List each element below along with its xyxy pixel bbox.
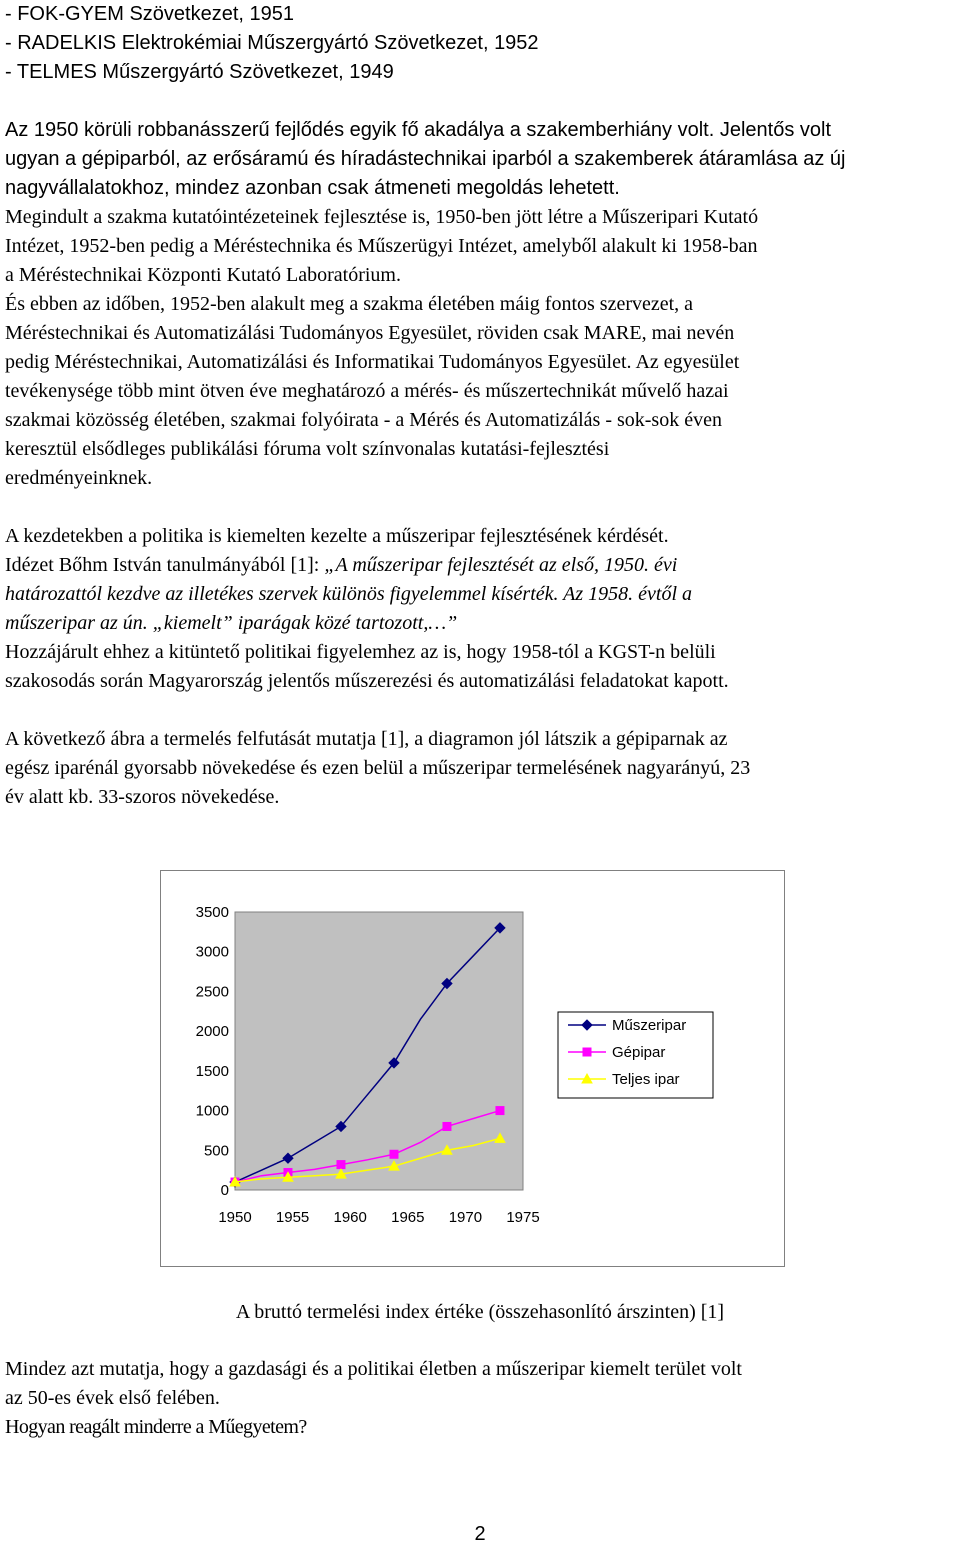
closing-question: Hogyan reagált minderre a Műegyetem? bbox=[5, 1416, 307, 1438]
paragraph-line: eredményeinknek. bbox=[5, 467, 153, 489]
data-point bbox=[496, 1107, 504, 1115]
paragraph-line: Intézet, 1952-ben pedig a Méréstechnika és Műszerügyi Intézet, amelyből alakult ki 1958-ban bbox=[5, 235, 758, 257]
paragraph-politics bbox=[5, 522, 950, 696]
list-block bbox=[5, 0, 950, 87]
production-index-chart bbox=[160, 870, 785, 1267]
paragraph-figure-intro bbox=[5, 725, 950, 812]
figure-caption: A bruttó termelési index értéke (összehasonlító árszinten) [1] bbox=[235, 1301, 725, 1323]
paragraph-line: a Méréstechnikai Központi Kutató Laboratórium. bbox=[5, 264, 401, 286]
paragraph-line: egész iparénál gyorsabb növekedése és ezen belül a műszeripar termelésének nagyarányú, 23 bbox=[5, 757, 751, 779]
page-number: 2 bbox=[474, 1523, 486, 1545]
y-tick-label: 3000 bbox=[195, 943, 229, 961]
y-tick-label: 2000 bbox=[195, 1023, 229, 1041]
document-body bbox=[5, 0, 950, 812]
legend-label: Teljes ipar bbox=[612, 1071, 680, 1088]
paragraph-line: pedig Méréstechnikai, Automatizálási és Informatikai Tudományos Egyesület. Az egyesület bbox=[5, 351, 740, 373]
x-tick-label: 1970 bbox=[448, 1209, 483, 1226]
list-item: - TELMES Műszergyártó Szövetkezet, 1949 bbox=[5, 61, 394, 83]
y-tick-label: 2500 bbox=[195, 983, 229, 1001]
paragraph-line: Mindez azt mutatja, hogy a gazdasági és a politikai életben a műszeripar kiemelt terület volt bbox=[5, 1358, 742, 1380]
paragraph-line: szakmai közösség életében, szakmai folyóirata - a Mérés és Automatizálás - sok-sok éven bbox=[5, 409, 722, 431]
quote-text: határozattól kezdve az illetékes szervek különös figyelemmel kísérték. Az 1958. évtől a bbox=[5, 583, 693, 605]
paragraph-line: ugyan a gépiparból, az erősáramú és híradástechnikai iparból a szakemberek átáramlása az új bbox=[5, 148, 846, 170]
data-point bbox=[390, 1150, 398, 1158]
paragraph-line: év alatt kb. 33-szoros növekedése. bbox=[5, 786, 280, 808]
x-tick-label: 1960 bbox=[333, 1209, 367, 1226]
paragraph-line: És ebben az időben, 1952-ben alakult meg a szakma életében máig fontos szervezet, a bbox=[5, 293, 694, 315]
paragraph-line: Méréstechnikai és Automatizálási Tudományos Egyesület, röviden csak MARE, mai nevén bbox=[5, 322, 735, 344]
paragraph-line: szakosodás során Magyarország jelentős műszerezési és automatizálási feladatokat kapott. bbox=[5, 670, 729, 692]
paragraph-mare bbox=[5, 290, 950, 493]
legend-label: Műszeripar bbox=[612, 1017, 687, 1034]
paragraph-line: Megindult a szakma kutatóintézeteinek fejlesztése is, 1950-ben jött létre a Műszeripari Kutató bbox=[5, 206, 759, 228]
y-tick-label: 1000 bbox=[195, 1102, 229, 1120]
x-tick-label: 1965 bbox=[391, 1209, 425, 1226]
list-item: - FOK-GYEM Szövetkezet, 1951 bbox=[5, 3, 294, 25]
paragraph-line: Hozzájárult ehhez a kitüntető politikai figyelemhez az is, hogy 1958-tól a KGST-n belüli bbox=[5, 641, 716, 663]
quote-text: műszeripar az ún. „kiemelt” iparágak közé tartozott,…” bbox=[5, 612, 458, 634]
paragraph-institutes bbox=[5, 203, 950, 290]
x-tick-label: 1975 bbox=[506, 1209, 540, 1226]
paragraph-line: tevékenysége több mint ötven éve meghatározó a mérés- és műszertechnikát művelő hazai bbox=[5, 380, 729, 402]
y-tick-label: 3500 bbox=[195, 904, 229, 921]
chart-svg bbox=[160, 870, 785, 1267]
paragraph-line: az 50-es évek első felében. bbox=[5, 1387, 220, 1409]
data-point bbox=[443, 1122, 451, 1130]
closing-paragraph bbox=[5, 1355, 950, 1442]
quote-text: „A műszeripar fejlesztését az első, 1950. évi bbox=[324, 554, 678, 576]
paragraph-line: A kezdetekben a politika is kiemelten kezelte a műszeripar fejlesztésének kérdését. bbox=[5, 525, 669, 547]
legend bbox=[558, 1012, 713, 1098]
plot-area bbox=[235, 912, 523, 1190]
quote-intro: Idézet Bőhm István tanulmányából [1]: bbox=[5, 554, 325, 576]
data-point bbox=[583, 1048, 591, 1056]
paragraph-line: keresztül elsődleges publikálási fóruma volt színvonalas kutatási-fejlesztési bbox=[5, 438, 610, 460]
paragraph-line: Az 1950 körüli robbanásszerű fejlődés egyik fő akadálya a szakemberhiány volt. Jelentős volt bbox=[5, 119, 832, 141]
x-tick-label: 1955 bbox=[275, 1209, 310, 1226]
quote-line bbox=[5, 551, 950, 580]
list-item: - RADELKIS Elektrokémiai Műszergyártó Szövetkezet, 1952 bbox=[5, 32, 539, 54]
legend-label: Gépipar bbox=[612, 1044, 666, 1061]
x-tick-label: 1950 bbox=[218, 1209, 252, 1226]
y-tick-label: 500 bbox=[203, 1142, 229, 1160]
paragraph-line: nagyvállalatokhoz, mindez azonban csak átmeneti megoldás lehetett. bbox=[5, 177, 620, 199]
paragraph-shortage bbox=[5, 116, 950, 203]
y-tick-label: 0 bbox=[220, 1182, 229, 1199]
y-tick-label: 1500 bbox=[195, 1062, 229, 1080]
paragraph-line: A következő ábra a termelés felfutását mutatja [1], a diagramon jól látszik a gépiparnak az bbox=[5, 728, 728, 750]
data-point bbox=[337, 1161, 345, 1169]
